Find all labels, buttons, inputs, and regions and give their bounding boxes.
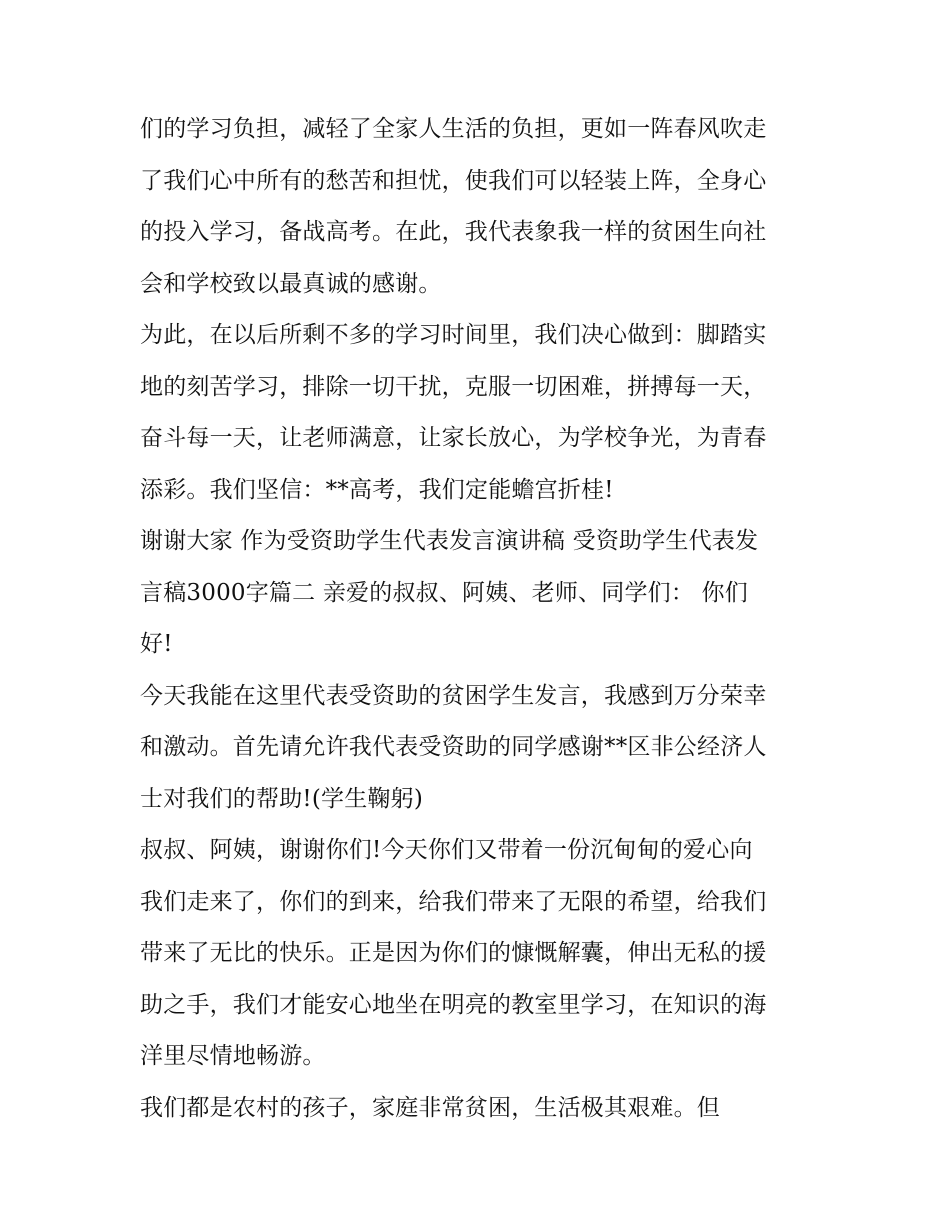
text-line: 奋斗每一天，让老师满意，让家长放心，为学校争光，为青春 <box>140 425 767 451</box>
text-line: 了我们心中所有的愁苦和担忧，使我们可以轻装上阵，全身心 <box>140 167 767 194</box>
text-line: 为此，在以后所剩不多的学习时间里，我们决心做到：脚踏实 <box>140 322 767 348</box>
text-line: 的投入学习，备战高考。在此，我代表象我一样的贫困生向社 <box>140 219 767 245</box>
text-line: 地的刻苦学习，排除一切干扰，克服一切困难，拼搏每一天， <box>140 373 767 400</box>
text-line: 们的学习负担，减轻了全家人生活的负担，更如一阵春风吹走 <box>140 116 767 142</box>
text-line: 谢谢大家 作为受资助学生代表发言演讲稿 受资助学生代表发 <box>140 528 759 554</box>
text-line: 洋里尽情地畅游。 <box>140 1043 326 1069</box>
text-line: 会和学校致以最真诚的感谢。 <box>140 270 442 297</box>
text-line: 我们走来了，你们的到来，给我们带来了无限的希望，给我们 <box>140 888 767 915</box>
text-line: 和激动。首先请允许我代表受资助的同学感谢**区非公经济人 <box>140 734 767 760</box>
document-body <box>140 104 820 1134</box>
text-line: 助之手，我们才能安心地坐在明亮的教室里学习，在知识的海 <box>140 991 767 1018</box>
text-line: 添彩。我们坚信：**高考，我们定能蟾宫折桂! <box>140 476 614 503</box>
text-line: 言稿3000字篇二 亲爱的叔叔、阿姨、老师、同学们： 你们 <box>140 579 748 606</box>
text-line: 今天我能在这里代表受资助的贫困学生发言，我感到万分荣幸 <box>140 682 767 709</box>
text-line: 我们都是农村的孩子，家庭非常贫困，生活极其艰难。但 <box>140 1094 720 1121</box>
text-line: 好! <box>140 631 173 657</box>
text-line: 带来了无比的快乐。正是因为你们的慷慨解囊，伸出无私的援 <box>140 940 767 966</box>
text-line: 士对我们的帮助!(学生鞠躬) <box>140 785 423 812</box>
text-line: 叔叔、阿姨，谢谢你们!今天你们又带着一份沉甸甸的爱心向 <box>140 837 753 863</box>
